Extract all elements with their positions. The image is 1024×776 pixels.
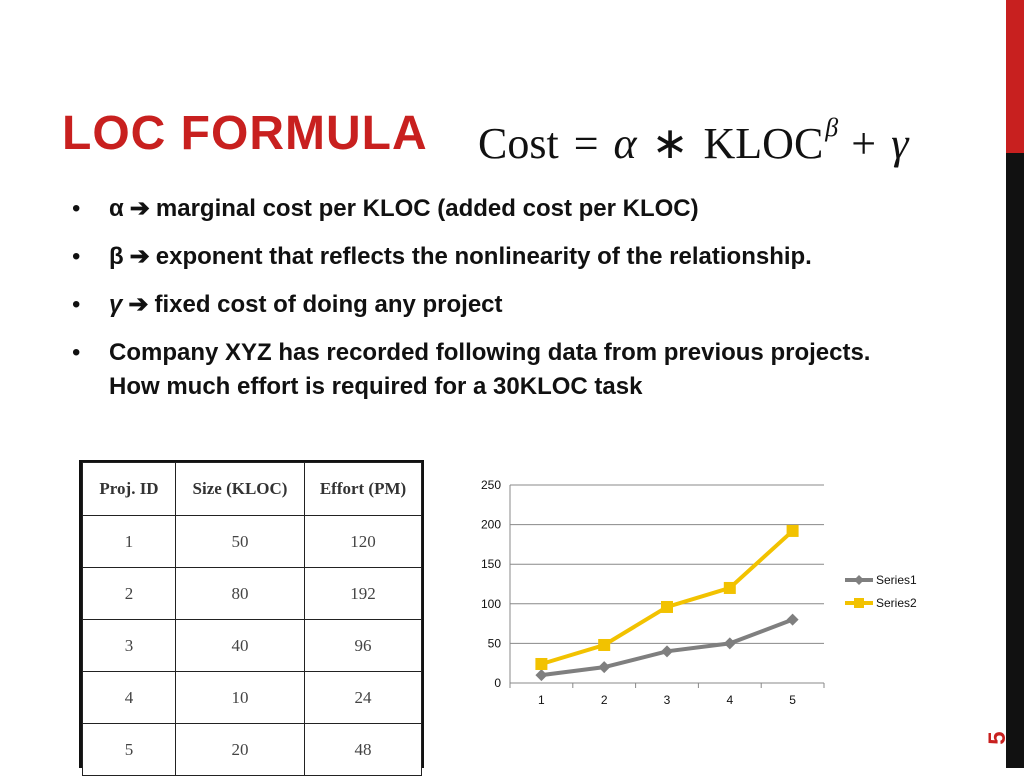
data-point [787,525,799,537]
table-cell: 50 [176,516,305,568]
formula-kloc: KLOC [703,118,824,168]
formula-equals: = [573,118,599,168]
formula-times: ∗ [651,118,689,168]
bullet-symbol: β [109,243,124,270]
table-row [83,672,422,724]
bullet-text: marginal cost per KLOC (added cost per KLOC) [155,195,699,222]
formula-gamma: γ [891,118,909,168]
bullet-dot: • [72,195,81,222]
x-tick-label: 2 [600,693,608,707]
table-cell: 3 [83,620,176,672]
page-title: LOC FORMULA [62,107,428,160]
y-tick-label: 50 [487,636,501,651]
table-cell: 10 [176,672,305,724]
accent-bar-red [1006,0,1024,153]
y-tick-label: 100 [480,596,501,611]
table-cell: 24 [305,672,422,724]
project-data-table [79,460,424,768]
bullet-text: exponent that reflects the nonlinearity of the relationship. [155,243,812,270]
arrow-right-icon: ➔ [129,243,150,270]
data-point [661,601,673,613]
x-tick-label: 4 [726,693,734,707]
arrow-right-icon: ➔ [129,195,150,222]
column-header-size: Size (KLOC) [176,463,305,516]
column-header-proj-id: Proj. ID [83,463,176,516]
legend-marker [854,575,864,585]
x-tick-label: 3 [663,693,671,707]
formula-cost: Cost [478,118,559,168]
accent-bar-dark [1006,153,1024,768]
bullet-dot: • [72,243,81,270]
data-point [535,658,547,670]
legend-marker [854,598,864,608]
cost-formula [476,104,910,174]
data-point [724,582,736,594]
bullet-item-beta [72,240,902,274]
column-header-effort: Effort (PM) [305,463,422,516]
bullet-symbol: α [109,195,124,222]
table-cell: 40 [176,620,305,672]
formula-alpha: α [613,118,637,168]
formula-beta: β [825,113,839,142]
y-tick-label: 200 [480,517,501,532]
bullet-item-gamma [72,288,902,322]
y-tick-label: 0 [494,676,501,690]
bullet-text: Company XYZ has recorded following data from previous projects. How much effort is required for a 30KLOC task [109,339,871,400]
data-point [787,614,799,626]
table-cell: 20 [176,724,305,776]
table-cell: 80 [176,568,305,620]
table-cell: 192 [305,568,422,620]
table-cell: 1 [83,516,176,568]
data-point [598,639,610,651]
table-header-row [83,463,422,516]
table-cell: 2 [83,568,176,620]
table-cell: 5 [83,724,176,776]
bullet-item-alpha [72,192,902,226]
bullet-list [72,192,902,418]
effort-line-chart [462,470,942,710]
bullet-dot: • [72,339,81,366]
x-tick-label: 5 [789,693,796,707]
data-point [598,661,610,673]
bullet-symbol: γ [109,291,123,318]
y-tick-label: 150 [480,557,501,572]
legend-label: Series1 [876,573,917,587]
table-row [83,516,422,568]
table-cell: 4 [83,672,176,724]
table-cell: 120 [305,516,422,568]
data-point [661,645,673,657]
page-number: 5 [984,731,1011,745]
y-tick-label: 250 [480,478,501,492]
arrow-right-icon: ➔ [128,291,149,318]
table-row [83,620,422,672]
data-point [724,637,736,649]
table-cell: 96 [305,620,422,672]
table-row [83,568,422,620]
data-table [82,462,422,776]
table-cell: 48 [305,724,422,776]
bullet-text: fixed cost of doing any project [154,291,503,318]
series-line-series2 [541,531,792,664]
bullet-item-question [72,336,902,404]
data-point [535,669,547,681]
bullet-dot: • [72,291,81,318]
x-tick-label: 1 [538,693,545,707]
formula-plus: + [851,118,877,168]
legend-label: Series2 [876,596,917,610]
